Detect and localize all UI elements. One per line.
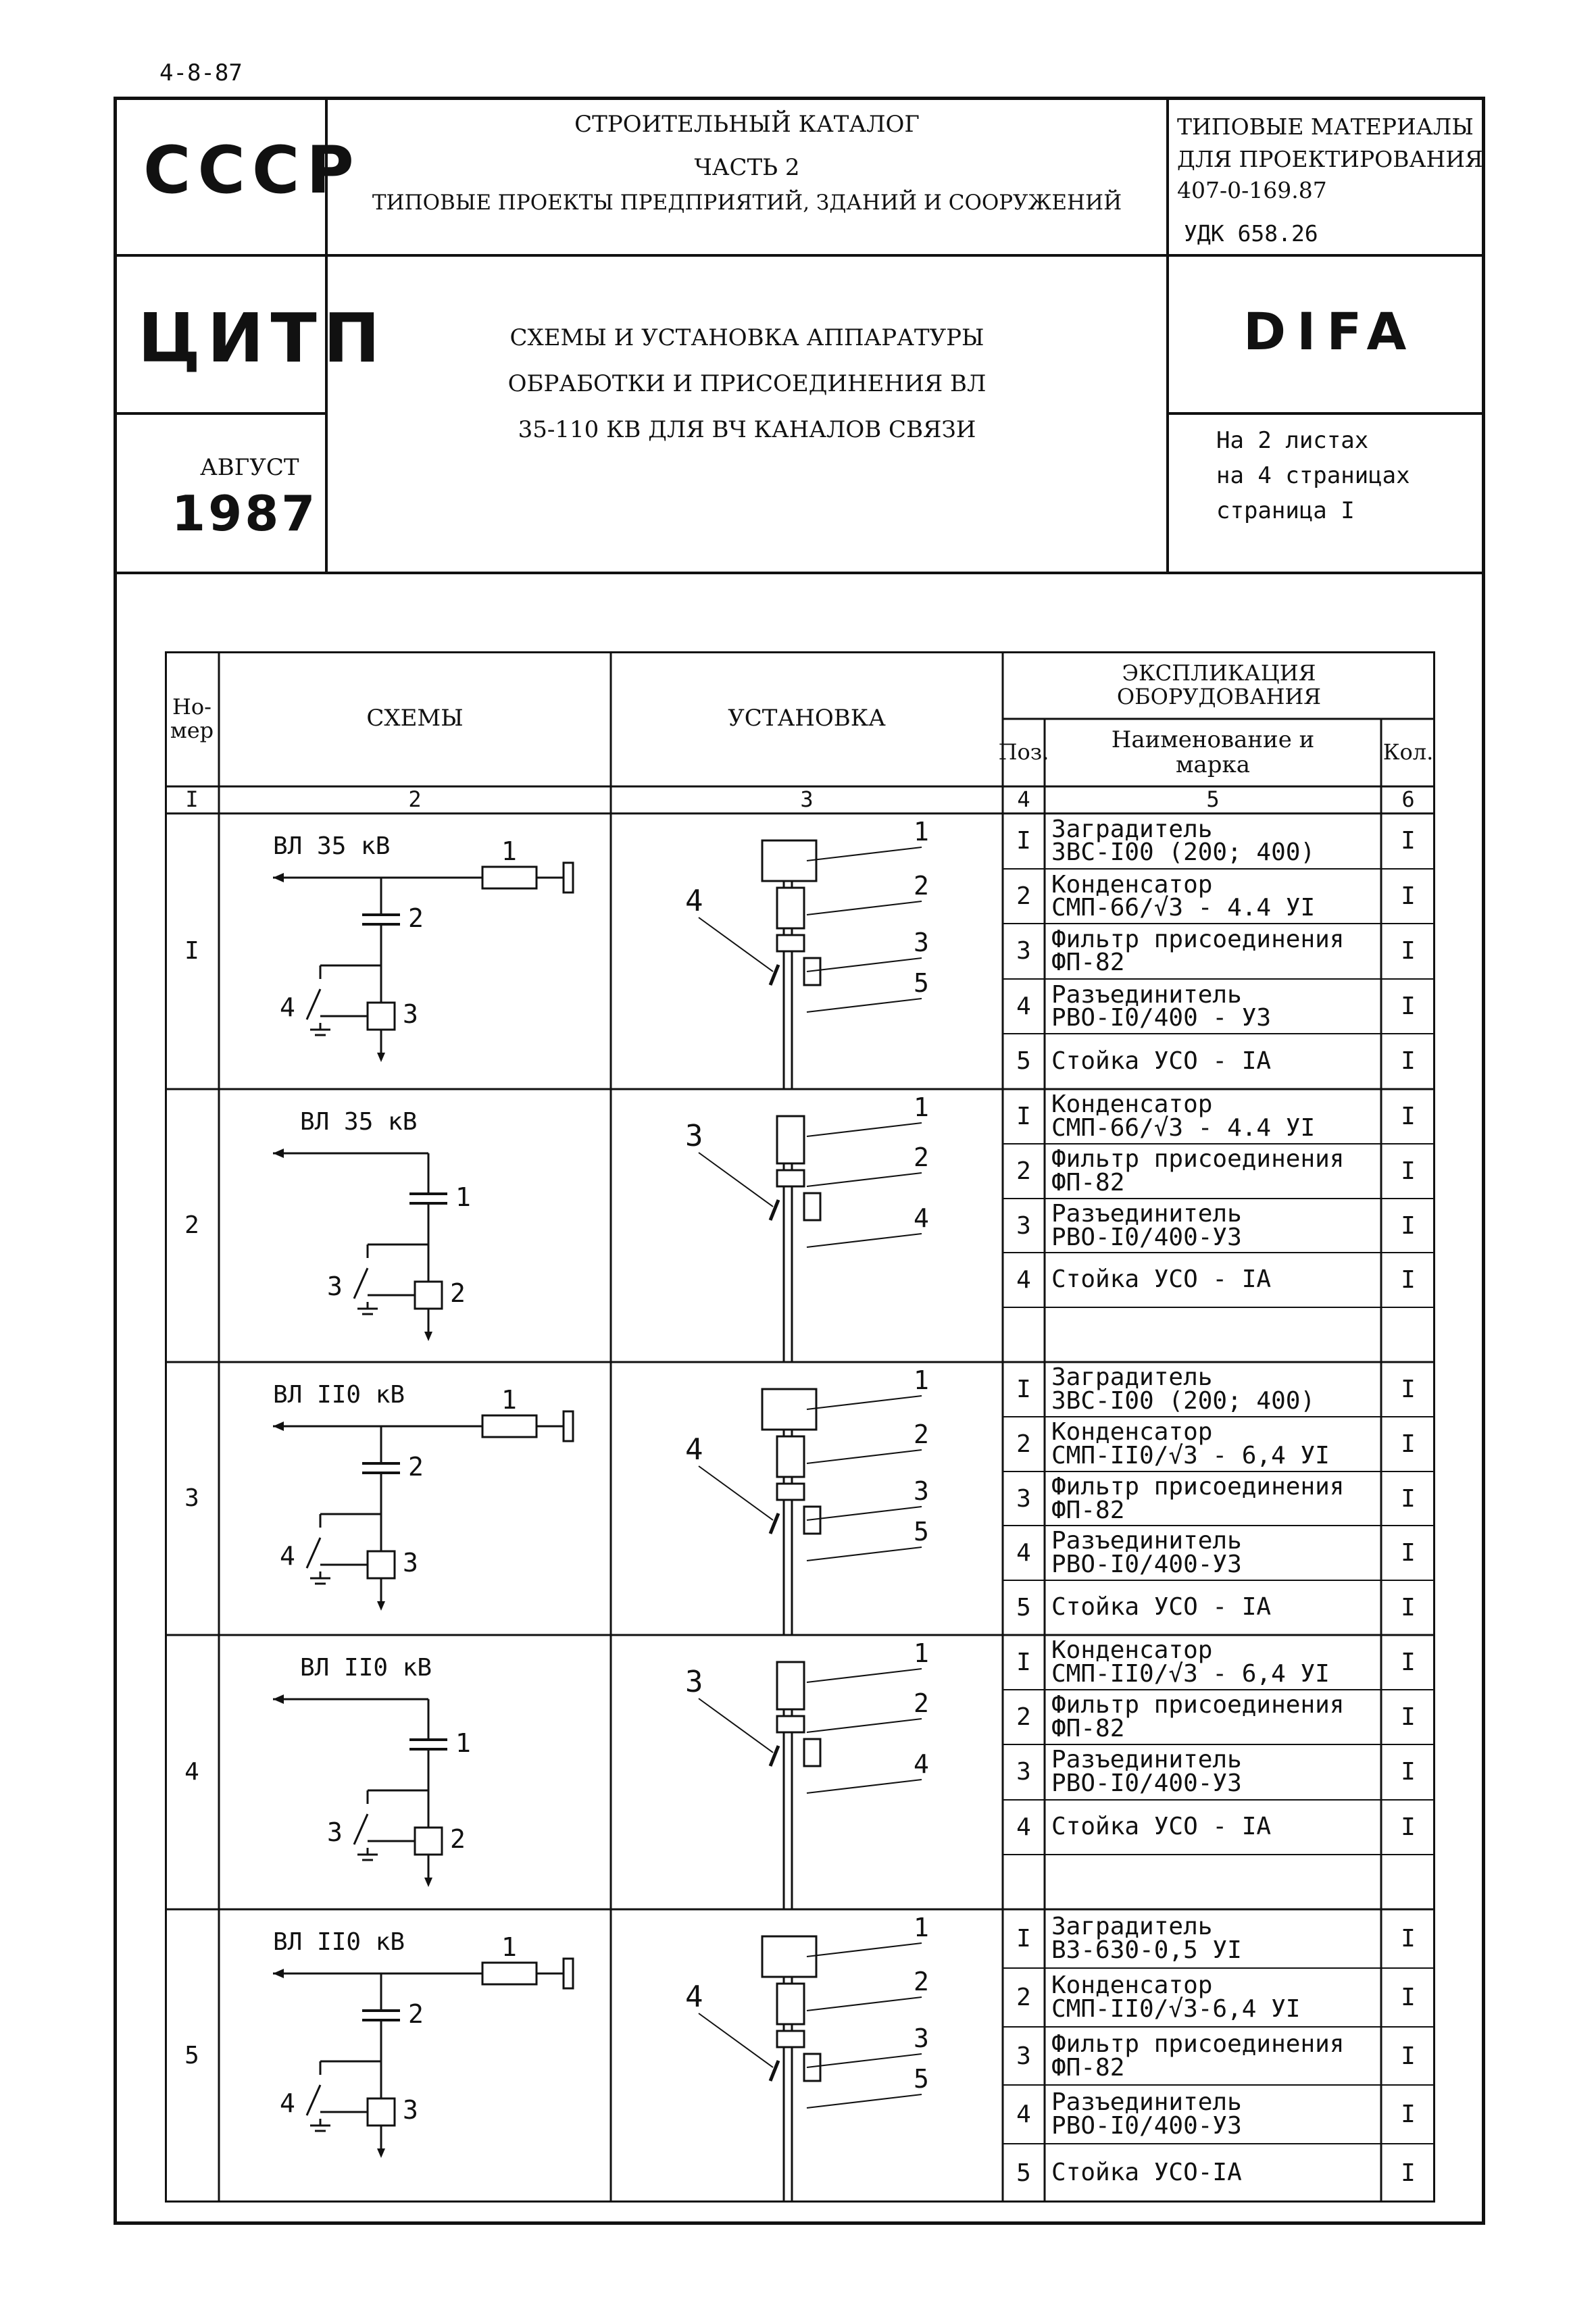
callout-1: 1	[501, 1385, 517, 1415]
trap-end	[564, 1959, 573, 1988]
org-citp: ЦИТП	[138, 299, 387, 378]
install-callout: 1	[914, 1365, 929, 1395]
disconnector-blade	[770, 965, 778, 985]
item-pos: 4	[1016, 1265, 1031, 1294]
install-callout: 5	[914, 1517, 929, 1546]
leader-line	[699, 917, 773, 972]
item-qty: I	[1401, 992, 1416, 1021]
item-qty: I	[1401, 1102, 1416, 1130]
item-name: Разъединитель РВО-I0/400-У3	[1051, 1527, 1242, 1578]
callout-cap: 2	[408, 1999, 424, 2029]
item-name: Конденсатор СМП-II0/√3 - 6,4 УI	[1051, 1636, 1330, 1688]
line-trap	[482, 1415, 537, 1437]
leader-line	[699, 1466, 773, 1520]
item-pos: 3	[1016, 2042, 1031, 2070]
leader-line	[807, 1943, 922, 1957]
install-callout: 3	[914, 1476, 929, 1506]
org-ussr: СССР	[143, 132, 361, 208]
item-pos: 4	[1016, 1538, 1031, 1567]
callout-1: 1	[501, 1932, 517, 1962]
leader-line	[807, 1396, 922, 1409]
item-name: Заградитель ВЗ-630-0,5 УI	[1051, 1913, 1242, 1964]
install-callout: 4	[914, 1749, 929, 1779]
filter-box	[415, 1282, 442, 1309]
header-schemes: СХЕМЫ	[366, 705, 464, 732]
filter-unit	[804, 1193, 820, 1220]
coupling-unit	[777, 1170, 804, 1186]
item-name: Заградитель ЗВС-I00 (200; 400)	[1051, 815, 1316, 866]
capacitor-unit	[777, 888, 804, 928]
catalog-line-3: ТИПОВЫЕ ПРОЕКТЫ ПРЕДПРИЯТИЙ, ЗДАНИЙ И СООРУЖЕНИЙ	[372, 191, 1122, 215]
item-name: Конденсатор СМП-II0/√3-6,4 УI	[1051, 1971, 1301, 2023]
output-arrow	[377, 2148, 385, 2158]
output-arrow	[424, 1878, 432, 1887]
disconnector-blade	[770, 1200, 778, 1220]
sheets-line-2: на 4 страницах	[1216, 462, 1410, 489]
item-pos: I	[1016, 827, 1031, 855]
doc-title-line-3: 35-110 КВ ДЛЯ ВЧ КАНАЛОВ СВЯЗИ	[518, 416, 976, 443]
materials-line-2: ДЛЯ ПРОЕКТИРОВАНИЯ	[1177, 146, 1483, 172]
callout-cap: 1	[455, 1728, 471, 1758]
leader-line	[807, 1123, 922, 1136]
doc-title-line-1: СХЕМЫ И УСТАНОВКА АППАРАТУРЫ	[509, 324, 984, 351]
callout-switch: 4	[280, 1541, 295, 1571]
coupling-unit	[777, 2031, 804, 2047]
item-pos: 3	[1016, 1757, 1031, 1786]
item-name: Разъединитель РВО-I0/400 - У3	[1051, 980, 1272, 1032]
date-year: 1987	[172, 485, 318, 542]
date-month: АВГУСТ	[200, 454, 299, 481]
item-qty: I	[1401, 937, 1416, 965]
leader-line	[699, 1699, 773, 1753]
item-pos: 2	[1016, 1157, 1031, 1185]
item-pos: 2	[1016, 1983, 1031, 2011]
line-label: ВЛ II0 кВ	[273, 1928, 405, 1956]
coupling-unit	[777, 1716, 804, 1732]
item-qty: I	[1401, 1703, 1416, 1731]
item-qty: I	[1401, 1265, 1416, 1294]
callout-filter: 3	[403, 999, 418, 1029]
line-trap	[482, 1963, 537, 1984]
catalog-line-1: СТРОИТЕЛЬНЫЙ КАТАЛОГ	[574, 111, 920, 138]
leader-line	[807, 1547, 922, 1561]
install-callout: 3	[685, 1665, 703, 1699]
item-pos: 3	[1016, 1211, 1031, 1240]
item-qty: I	[1401, 1430, 1416, 1458]
install-callout: 2	[914, 1419, 929, 1449]
install-callout: 2	[914, 1688, 929, 1718]
capacitor-unit	[777, 1662, 804, 1709]
item-pos: 4	[1016, 1813, 1031, 1841]
install-callout: 3	[914, 2023, 929, 2053]
install-callout: 3	[685, 1119, 703, 1153]
divider	[114, 412, 326, 415]
trap-end	[564, 1411, 573, 1441]
capacitor-unit	[777, 1436, 804, 1477]
item-qty: I	[1401, 1484, 1416, 1513]
leader-line	[807, 1669, 922, 1682]
output-arrow	[377, 1053, 385, 1062]
item-qty: I	[1401, 1648, 1416, 1676]
column-index: 4	[1017, 786, 1030, 813]
install-callout: 4	[914, 1203, 929, 1233]
item-pos: I	[1016, 1375, 1031, 1403]
item-qty: I	[1401, 1211, 1416, 1240]
item-qty: I	[1401, 2159, 1416, 2187]
leader-line	[807, 1780, 922, 1793]
capacitor-unit	[777, 1984, 804, 2024]
callout-filter: 2	[450, 1824, 466, 1854]
row-number: 4	[184, 1758, 199, 1786]
callout-switch: 4	[280, 2088, 295, 2118]
item-name: Разъединитель РВО-I0/400-У3	[1051, 1746, 1242, 1797]
column-index: 5	[1206, 786, 1220, 813]
item-pos: I	[1016, 1924, 1031, 1953]
row-number: 5	[184, 2042, 199, 2070]
item-pos: 5	[1016, 1593, 1031, 1621]
output-arrow	[424, 1332, 432, 1341]
item-pos: 3	[1016, 937, 1031, 965]
callout-filter: 2	[450, 1278, 466, 1308]
line-label: ВЛ 35 кВ	[300, 1108, 418, 1136]
header-number: Но- мер	[170, 693, 214, 743]
corner-code: 4-8-87	[159, 59, 243, 86]
item-pos: 5	[1016, 2159, 1031, 2187]
item-qty: I	[1401, 1593, 1416, 1621]
item-name: Стойка УСО-IA	[1051, 2159, 1242, 2187]
leader-line	[699, 1153, 773, 1207]
disconnector	[354, 1814, 368, 1844]
bus-arrow	[273, 873, 284, 882]
disconnector	[354, 1268, 368, 1299]
leader-line	[807, 901, 922, 915]
item-qty: I	[1401, 827, 1416, 855]
callout-cap: 2	[408, 1452, 424, 1482]
item-qty: I	[1401, 1047, 1416, 1076]
line-label: ВЛ II0 кВ	[273, 1381, 405, 1409]
column-index: 3	[800, 786, 814, 813]
item-name: Стойка УСО - IA	[1051, 1047, 1272, 1075]
item-name: Фильтр присоединения ФП-82	[1051, 1145, 1345, 1197]
item-name: Фильтр присоединения ФП-82	[1051, 1691, 1345, 1742]
leader-line	[807, 958, 922, 972]
item-qty: I	[1401, 1983, 1416, 2011]
leader-line	[807, 1507, 922, 1520]
doc-title-line-2: ОБРАБОТКИ И ПРИСОЕДИНЕНИЯ ВЛ	[507, 370, 987, 397]
install-callout: 1	[914, 817, 929, 847]
bus-arrow	[273, 1422, 284, 1431]
install-callout: 5	[914, 2064, 929, 2094]
item-name: Фильтр присоединения ФП-82	[1051, 925, 1345, 976]
item-pos: 2	[1016, 1703, 1031, 1731]
item-pos: 3	[1016, 1484, 1031, 1513]
equipment-table	[165, 651, 1435, 2205]
capacitor-unit	[777, 1116, 804, 1163]
install-callout: 1	[914, 1913, 929, 1942]
disconnector-blade	[770, 1746, 778, 1766]
bus-arrow	[273, 1694, 284, 1704]
install-callout: 1	[914, 1092, 929, 1122]
item-pos: 5	[1016, 1047, 1031, 1076]
row-number: 3	[184, 1484, 199, 1513]
callout-switch: 3	[327, 1817, 343, 1847]
item-qty: I	[1401, 2100, 1416, 2128]
disconnector-blade	[770, 2061, 778, 2081]
row-number: 2	[184, 1211, 199, 1240]
trap-end	[564, 863, 573, 892]
leader-line	[807, 2094, 922, 2108]
filter-box	[415, 1828, 442, 1855]
item-name: Фильтр присоединения ФП-82	[1051, 2030, 1345, 2082]
leader-line	[699, 2013, 773, 2067]
sheets-line-1: На 2 листах	[1216, 427, 1369, 454]
leader-line	[807, 1450, 922, 1463]
item-qty: I	[1401, 1813, 1416, 1841]
install-callout: 5	[914, 968, 929, 998]
item-name: Конденсатор СМП-66/√3 - 4.4 УI	[1051, 870, 1316, 922]
disconnector	[307, 2085, 320, 2115]
item-pos: 2	[1016, 882, 1031, 911]
install-callout: 4	[685, 1980, 703, 2014]
header-explication: ЭКСПЛИКАЦИЯ ОБОРУДОВАНИЯ	[1116, 659, 1322, 709]
item-name: Стойка УСО - IA	[1051, 1813, 1272, 1841]
item-name: Стойка УСО - IA	[1051, 1593, 1272, 1621]
catalog-line-2: ЧАСТЬ 2	[694, 154, 800, 181]
line-label: ВЛ II0 кВ	[300, 1654, 432, 1682]
line-trap	[482, 867, 537, 888]
filter-box	[368, 1003, 395, 1030]
leader-line	[807, 1719, 922, 1732]
filter-box	[368, 1551, 395, 1578]
item-name: Разъединитель РВО-I0/400-У3	[1051, 1200, 1242, 1251]
divider	[1168, 412, 1485, 415]
leader-line	[807, 999, 922, 1012]
callout-switch: 4	[280, 992, 295, 1022]
line-label: ВЛ 35 кВ	[273, 832, 391, 860]
item-qty: I	[1401, 1757, 1416, 1786]
item-name: Стойка УСО - IA	[1051, 1265, 1272, 1294]
callout-filter: 3	[403, 1548, 418, 1578]
item-pos: 4	[1016, 992, 1031, 1021]
column-index: 2	[408, 786, 422, 813]
item-name: Заградитель ЗВС-I00 (200; 400)	[1051, 1363, 1316, 1415]
header-qty: Кол.	[1382, 739, 1434, 765]
column-index: 6	[1401, 786, 1415, 813]
row-number: I	[184, 937, 199, 965]
bus-arrow	[273, 1969, 284, 1978]
item-name: Фильтр присоединения ФП-82	[1051, 1473, 1345, 1524]
disconnector	[307, 1538, 320, 1568]
callout-1: 1	[501, 836, 517, 866]
item-qty: I	[1401, 1924, 1416, 1953]
install-callout: 4	[685, 1432, 703, 1467]
item-pos: I	[1016, 1102, 1031, 1130]
item-qty: I	[1401, 1157, 1416, 1185]
callout-filter: 3	[403, 2095, 418, 2125]
item-qty: I	[1401, 882, 1416, 911]
filter-box	[368, 2098, 395, 2126]
disconnector	[307, 989, 320, 1020]
item-pos: 2	[1016, 1430, 1031, 1458]
callout-switch: 3	[327, 1272, 343, 1301]
item-qty: I	[1401, 2042, 1416, 2070]
install-callout: 2	[914, 1142, 929, 1172]
install-callout: 3	[914, 928, 929, 957]
leader-line	[807, 1997, 922, 2011]
materials-line-1: ТИПОВЫЕ МАТЕРИАЛЫ	[1177, 114, 1474, 140]
leader-line	[807, 1234, 922, 1247]
callout-cap: 1	[455, 1182, 471, 1212]
header-install: УСТАНОВКА	[728, 705, 886, 732]
divider	[114, 572, 1485, 574]
item-name: Разъединитель РВО-I0/400-У3	[1051, 2088, 1242, 2140]
item-name: Конденсатор СМП-66/√3 - 4.4 УI	[1051, 1090, 1316, 1142]
callout-cap: 2	[408, 903, 424, 933]
header-name: Наименование и марка	[1111, 726, 1315, 778]
leader-line	[807, 2054, 922, 2067]
coupling-unit	[777, 1484, 804, 1500]
item-pos: 4	[1016, 2100, 1031, 2128]
header-pos: Поз.	[998, 739, 1049, 765]
leader-line	[807, 847, 922, 861]
udk-code: УДК 658.26	[1184, 220, 1318, 247]
column-index: I	[185, 786, 199, 813]
install-callout: 4	[685, 884, 703, 918]
install-callout: 1	[914, 1638, 929, 1668]
divider	[1166, 97, 1169, 573]
output-arrow	[377, 1601, 385, 1611]
item-qty: I	[1401, 1538, 1416, 1567]
filter-unit	[804, 1739, 820, 1766]
item-qty: I	[1401, 1375, 1416, 1403]
leader-line	[807, 1173, 922, 1186]
install-callout: 2	[914, 1967, 929, 1996]
materials-line-3: 407-0-169.87	[1177, 177, 1327, 203]
coupling-unit	[777, 935, 804, 951]
disconnector-blade	[770, 1513, 778, 1534]
sheets-line-3: страница I	[1216, 497, 1355, 524]
divider	[114, 254, 1485, 257]
item-name: Конденсатор СМП-II0/√3 - 6,4 УI	[1051, 1418, 1330, 1469]
item-pos: I	[1016, 1648, 1031, 1676]
install-callout: 2	[914, 871, 929, 901]
doc-code: DIFA	[1243, 301, 1418, 361]
bus-arrow	[273, 1149, 284, 1158]
